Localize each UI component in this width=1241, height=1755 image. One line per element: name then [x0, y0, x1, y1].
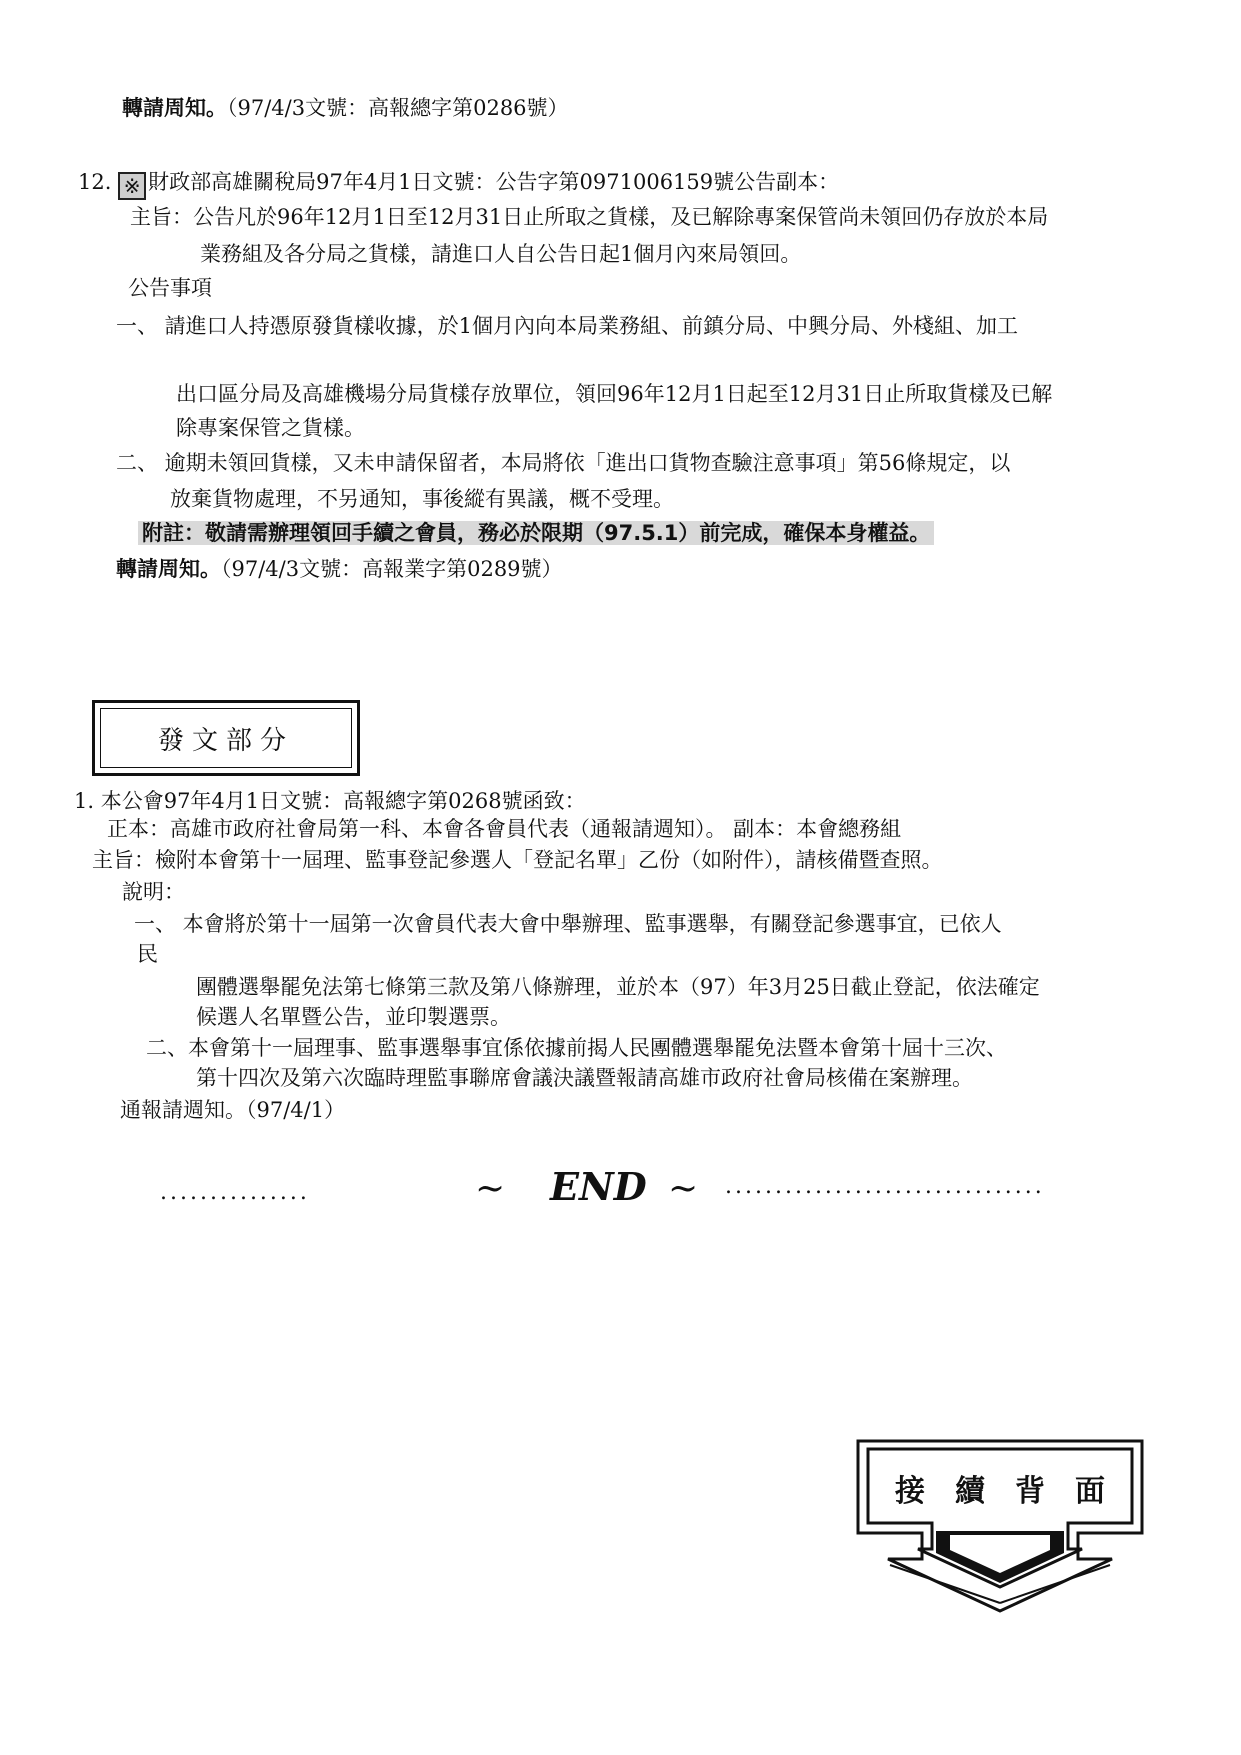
end-marker-row [160, 1155, 1140, 1215]
continue-char-2: 續 [955, 1474, 985, 1509]
top-forward-bold: 轉請周知。 [122, 96, 227, 120]
item12-number: 12. [78, 170, 112, 194]
end-word: END [550, 1164, 647, 1209]
item12-forward-line [116, 555, 563, 583]
outgoing-line5: 一、 本會將於第十一屆第一次會員代表大會中舉辦理、監事選舉，有關登記參選事宜，已依人 [134, 912, 1002, 936]
item12-point2-line2: 放棄貨物處理，不另通知，事後縱有異議，概不受理。 [170, 487, 674, 511]
item12-note [138, 519, 934, 547]
item12-note-text: 附註：敬請需辦理領回手續之會員，務必於限期（97.5.1）前完成，確保本身權益。 [138, 521, 934, 545]
outgoing-line9: 二、本會第十一屆理事、監事選舉事宜係依據前揭人民團體選舉罷免法暨本會第十屆十三次、 [146, 1036, 1007, 1060]
end-dots-right: ................................ [725, 1174, 1045, 1199]
end-tilde-right: ~ [668, 1168, 699, 1209]
item12-subject-line1: 主旨：公告凡於96年12月1日至12月31日止所取之貨樣，及已解除專案保管尚未領回仍存放於本局 [130, 205, 1049, 229]
section-title-box [92, 700, 360, 776]
top-forward-line [122, 94, 569, 122]
item12-forward-bold: 轉請周知。 [116, 557, 221, 581]
outgoing-line11: 通報請週知。（97/4/1） [120, 1098, 346, 1122]
outgoing-line6: 民 [137, 942, 158, 966]
continue-on-back-banner [850, 1435, 1150, 1615]
item12-subject-line2: 業務組及各分局之貨樣，請進口人自公告日起1個月內來局領回。 [200, 242, 802, 266]
outgoing-line2: 正本：高雄市政府社會局第一科、本會各會員代表（通報請週知）。 副本：本會總務組 [107, 817, 902, 841]
end-tilde-left: ~ [475, 1168, 506, 1209]
outgoing-line10: 第十四次及第六次臨時理監事聯席會議決議暨報請高雄市政府社會局核備在案辦理。 [196, 1066, 973, 1090]
continue-char-4: 面 [1075, 1474, 1105, 1509]
top-forward-ref: （97/4/3文號：高報總字第0286號） [227, 96, 569, 120]
item12-point1-line2: 出口區分局及高雄機場分局貨樣存放單位，領回96年12月1日起至12月31日止所取貨樣及已解 [176, 382, 1053, 406]
item12-point1-line3: 除專案保管之貨樣。 [176, 416, 365, 440]
continue-char-3: 背 [1015, 1474, 1045, 1509]
item12-point2-line1: 二、 逾期未領回貨樣，又未申請保留者，本局將依「進出口貨物查驗注意事項」第56條規定，以 [116, 451, 1011, 475]
end-dots-left: ............... [160, 1180, 310, 1205]
item12-point1-line1: 一、 請進口人持憑原發貨樣收據，於1個月內向本局業務組、前鎮分局、中興分局、外棧組、加工 [116, 314, 1019, 338]
outgoing-line4: 說明： [122, 880, 185, 904]
item12-notice-heading: 公告事項 [128, 276, 212, 300]
outgoing-line3: 主旨：檢附本會第十一屆理、監事登記參選人「登記名單」乙份（如附件），請核備暨查照。 [92, 848, 943, 872]
continue-char-1: 接 [895, 1474, 925, 1509]
item12-heading-line [78, 168, 839, 200]
item12-heading: 財政部高雄關稅局97年4月1日文號：公告字第0971006159號公告副本： [148, 170, 840, 194]
outgoing-line1: 1. 本公會97年4月1日文號：高報總字第0268號函致： [74, 789, 586, 813]
outgoing-line7: 團體選舉罷免法第七條第三款及第八條辦理，並於本（97）年3月25日截止登記，依法確定 [196, 975, 1040, 999]
reference-mark-icon: ※ [118, 172, 146, 200]
outgoing-line8: 候選人名單暨公告，並印製選票。 [196, 1005, 511, 1029]
section-title: 發文部分 [100, 708, 352, 768]
item12-forward-ref: （97/4/3文號：高報業字第0289號） [221, 557, 563, 581]
continue-on-back-label [880, 1453, 1120, 1523]
